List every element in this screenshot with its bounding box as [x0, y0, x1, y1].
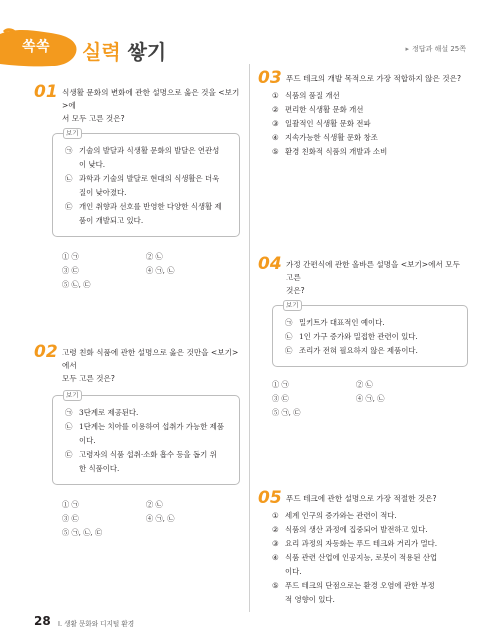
example-item: [65, 406, 229, 420]
example-item: [65, 448, 229, 462]
example-box: [52, 391, 240, 485]
item-marker: ㉠: [285, 318, 293, 327]
answer-options: [34, 499, 240, 539]
example-item: [285, 316, 457, 330]
example-item: [285, 330, 457, 344]
example-item-text: 1인 가구 증가와 밀접한 관련이 있다.: [299, 332, 418, 341]
item-marker: ㉠: [65, 146, 73, 155]
question-number: 01: [34, 82, 58, 102]
example-item-text: 과학과 기술의 발달로 현대의 식생활은 더욱: [79, 174, 220, 183]
question-header: [258, 68, 468, 88]
answer-option-4[interactable]: [272, 131, 468, 145]
answer-option-2[interactable]: [272, 523, 470, 537]
option-text: 세계 인구의 증가와는 관련이 적다.: [285, 511, 397, 520]
question-header: [258, 488, 470, 508]
question-number: 05: [258, 488, 282, 508]
answer-option-2[interactable]: ② ㉡: [356, 380, 373, 389]
option-marker: ⑤: [272, 581, 279, 590]
item-marker: ㉢: [65, 202, 73, 211]
option-marker: ④: [272, 553, 279, 562]
page-header: [0, 0, 500, 70]
example-item: [65, 172, 229, 186]
question-number: 04: [258, 254, 282, 274]
question-04: [258, 254, 468, 419]
answer-option-5[interactable]: ⑤ ㉡, ㉢: [62, 280, 91, 289]
answer-option-1[interactable]: ① ㉠: [62, 252, 79, 261]
example-item-text: 개인 취향과 선호를 반영한 다양한 식생활 제: [79, 202, 222, 211]
triangle-right-icon: ▸: [405, 45, 410, 53]
answer-options: [258, 509, 470, 607]
question-01: [34, 82, 240, 291]
answer-option-3[interactable]: [272, 117, 468, 131]
question-text-line1: 고령 친화 식품에 관한 설명으로 옳은 것만을 <보기>에서: [62, 348, 239, 370]
answer-reference-text: 정답과 해설 25쪽: [412, 45, 466, 53]
question-text-line2: 모두 고른 것은?: [62, 374, 115, 383]
page-footer: [0, 610, 500, 640]
option-text: 푸드 테크의 단점으로는 환경 오염에 관한 부정: [285, 581, 435, 590]
question-number: 02: [34, 342, 58, 362]
example-item-text: 조리가 전혀 필요하지 않은 제품이다.: [299, 346, 418, 355]
item-marker: ㉢: [285, 346, 293, 355]
question-02: [34, 342, 240, 539]
question-text-line2: 것은?: [286, 286, 305, 295]
option-marker: ①: [272, 511, 279, 520]
item-marker: ㉢: [65, 450, 73, 459]
answer-options: [258, 379, 468, 419]
example-box-label: 보기: [63, 128, 82, 139]
example-item-text: 기술의 발달과 식생활 문화의 발달은 연관성: [79, 146, 220, 155]
title-rest: 쌓기: [127, 40, 167, 64]
page-title: [82, 36, 166, 65]
example-box: [52, 129, 240, 237]
answer-option-3[interactable]: ③ ㉢: [62, 514, 79, 523]
answer-option-4[interactable]: ④ ㉠, ㉡: [146, 514, 175, 523]
option-marker: ③: [272, 119, 279, 128]
section-badge: 쏙쏙: [22, 39, 51, 55]
item-marker: ㉡: [65, 422, 73, 431]
option-marker: ⑤: [272, 147, 279, 156]
example-item: [65, 420, 229, 434]
answer-option-1[interactable]: [272, 89, 468, 103]
question-text-line2: 서 모두 고른 것은?: [62, 114, 125, 123]
item-marker: ㉡: [285, 332, 293, 341]
option-text: 편리한 식생활 문화 개선: [285, 105, 364, 114]
answer-options: [258, 89, 468, 159]
example-item-text: 고령자의 식품 섭취·소화 흡수 등을 돕기 위: [79, 450, 217, 459]
example-item-text: 1단계는 치아를 이용하여 섭취가 가능한 제품: [79, 422, 224, 431]
answer-options: [34, 251, 240, 291]
example-item-continuation: 이다.: [79, 436, 96, 445]
answer-option-5[interactable]: [272, 145, 468, 159]
question-03: [258, 68, 468, 159]
answer-option-1[interactable]: [272, 509, 470, 523]
example-item-continuation: 질이 낮아졌다.: [79, 188, 127, 197]
option-text: 환경 친화적 식품의 개발과 소비: [285, 147, 388, 156]
question-text-line1: 식생활 문화의 변화에 관한 설명으로 옳은 것을 <보기>에: [62, 88, 240, 110]
option-marker: ③: [272, 539, 279, 548]
answer-option-3[interactable]: ③ ㉢: [62, 266, 79, 275]
column-divider: [249, 64, 250, 612]
answer-option-1[interactable]: ① ㉠: [272, 380, 289, 389]
answer-option-2[interactable]: ② ㉡: [146, 252, 163, 261]
answer-option-4[interactable]: ④ ㉠, ㉡: [356, 394, 385, 403]
example-box-label: 보기: [283, 300, 302, 311]
answer-option-5[interactable]: [272, 579, 470, 593]
option-text: 요리 과정의 자동화는 푸드 테크와 거리가 멀다.: [285, 539, 438, 548]
example-item-continuation: 이 낮다.: [79, 160, 106, 169]
option-marker: ④: [272, 133, 279, 142]
example-box-label: 보기: [63, 390, 82, 401]
answer-option-4[interactable]: [272, 551, 470, 565]
option-text: 식품 관련 산업에 인공지능, 로봇이 적용된 산업: [285, 553, 438, 562]
example-item: [285, 344, 457, 358]
question-text-line1: 가정 간편식에 관한 올바른 설명을 <보기>에서 모두 고른: [286, 260, 460, 282]
option-text: 식품의 생산 과정에 집중되어 발전하고 있다.: [285, 525, 428, 534]
chapter-title: Ⅰ. 생활 문화와 디지털 환경: [58, 620, 135, 628]
option-text: 식품의 품질 개선: [285, 91, 340, 100]
item-marker: ㉡: [65, 174, 73, 183]
answer-option-4[interactable]: ④ ㉠, ㉡: [146, 266, 175, 275]
answer-option-5[interactable]: ⑤ ㉠, ㉢: [272, 408, 301, 417]
question-text-line1: 푸드 테크에 관한 설명으로 가장 적절한 것은?: [286, 494, 437, 503]
option-continuation: 적 영향이 있다.: [285, 595, 335, 604]
answer-option-5[interactable]: ⑤ ㉠, ㉡, ㉢: [62, 528, 103, 537]
question-text-line1: 푸드 테크의 개발 목적으로 가장 적합하지 않은 것은?: [286, 74, 461, 83]
answer-option-3[interactable]: ③ ㉢: [272, 394, 289, 403]
title-accent: 실력: [82, 40, 121, 64]
answer-option-1[interactable]: ① ㉠: [62, 500, 79, 509]
example-item: [65, 200, 229, 214]
question-header: [258, 254, 468, 297]
option-continuation: 이다.: [285, 567, 302, 576]
item-marker: ㉠: [65, 408, 73, 417]
page-number: 28: [34, 614, 51, 628]
option-marker: ②: [272, 525, 279, 534]
answer-option-2[interactable]: [272, 103, 468, 117]
example-item-continuation: 한 식품이다.: [79, 464, 120, 473]
answer-option-3[interactable]: [272, 537, 470, 551]
option-marker: ②: [272, 105, 279, 114]
question-header: [34, 342, 240, 385]
example-item-text: 3단계로 제공된다.: [79, 408, 139, 417]
example-item: [65, 144, 229, 158]
option-text: 일괄적인 식생활 문화 전파: [285, 119, 371, 128]
question-05: [258, 488, 470, 607]
question-header: [34, 82, 240, 125]
example-box: [272, 301, 468, 367]
option-text: 지속가능한 식생활 문화 창조: [285, 133, 378, 142]
answer-reference: [406, 44, 466, 54]
answer-option-2[interactable]: ② ㉡: [146, 500, 163, 509]
option-marker: ①: [272, 91, 279, 100]
example-item-text: 밀키트가 대표적인 예이다.: [299, 318, 385, 327]
example-item-continuation: 품이 개발되고 있다.: [79, 216, 144, 225]
question-number: 03: [258, 68, 282, 88]
